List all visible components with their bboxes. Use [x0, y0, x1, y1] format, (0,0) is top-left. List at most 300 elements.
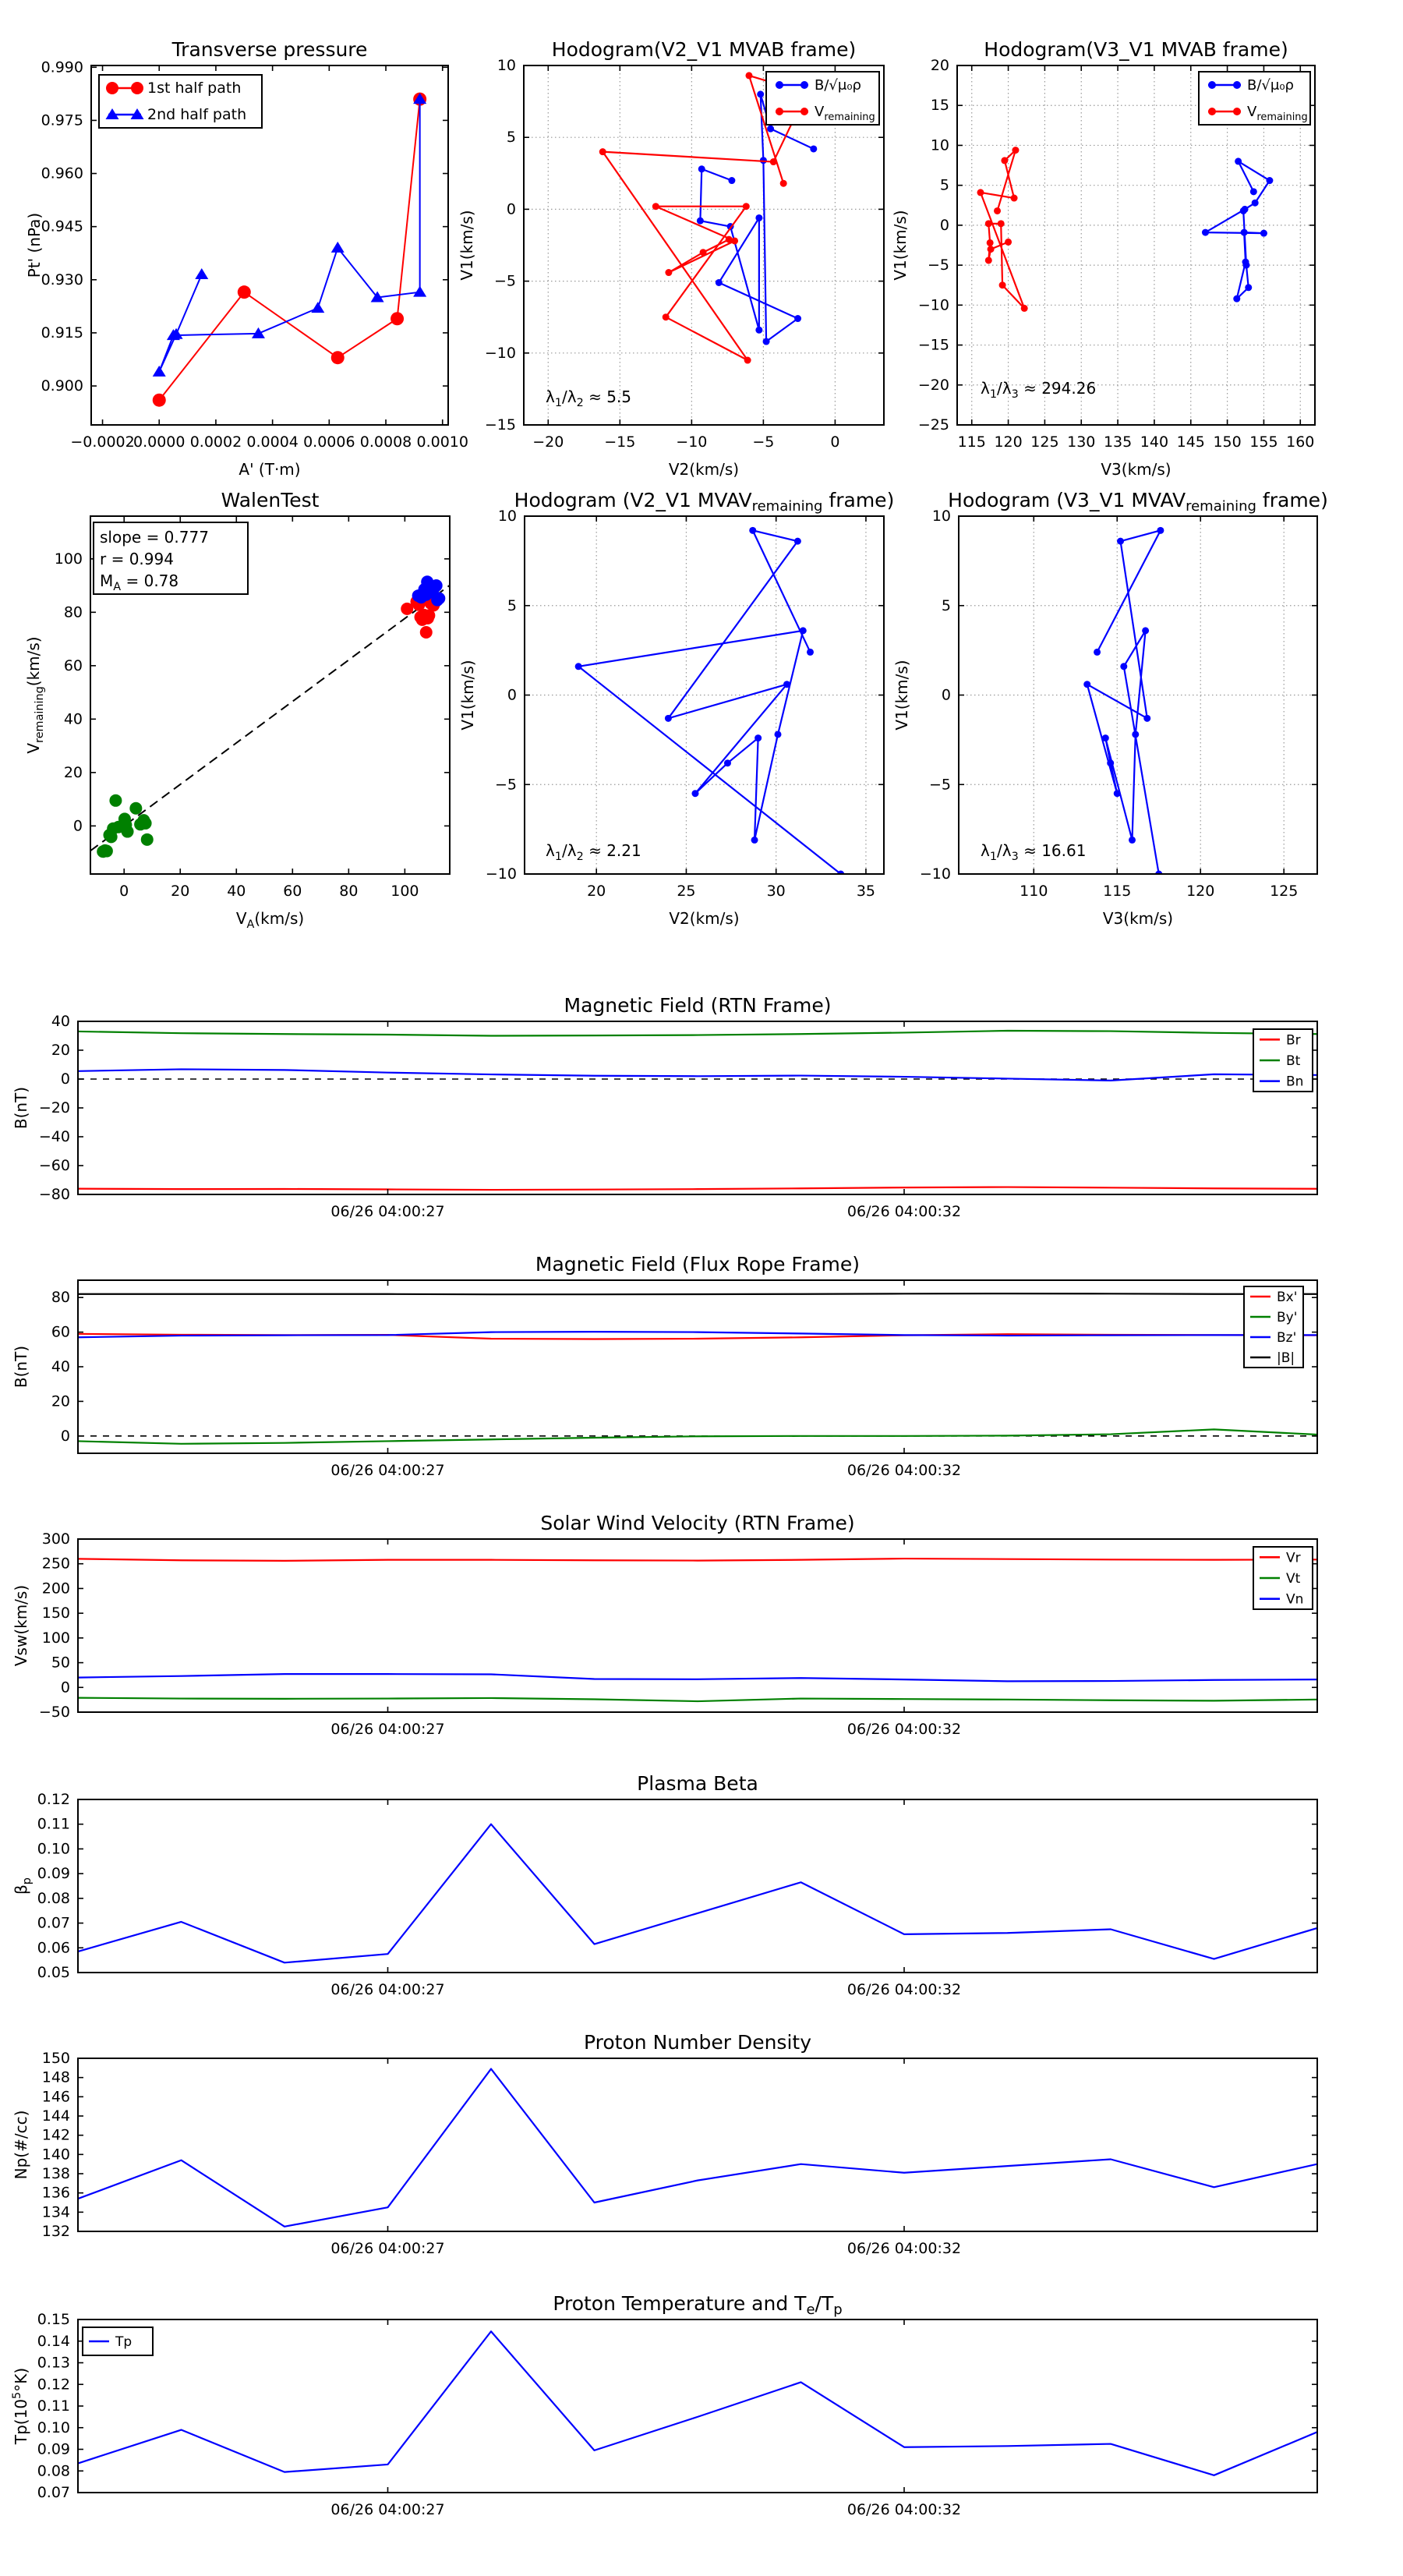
dot-marker — [770, 158, 777, 165]
y-tick-label: 20 — [930, 57, 949, 74]
dot-marker — [985, 257, 992, 264]
series-line-Br — [78, 1187, 1317, 1191]
y-tick-label: 40 — [51, 1358, 70, 1375]
y-tick-label: 0.07 — [37, 2484, 70, 2501]
x-tick-label: 0.0006 — [303, 433, 355, 451]
y-tick-label: 0.915 — [41, 324, 83, 341]
dot-marker — [665, 715, 672, 722]
dot-marker — [744, 357, 751, 364]
series-B — [697, 90, 817, 345]
x-tick-label: 06/26 04:00:27 — [330, 1981, 445, 1998]
y-tick-label: 5 — [506, 129, 516, 147]
legend-label: 1st half path — [147, 80, 242, 97]
panel-title: WalenTest — [221, 489, 320, 511]
walen-fit-line — [90, 586, 450, 851]
series-first-interval — [97, 794, 154, 858]
dot-marker — [1260, 230, 1267, 237]
axes-frame — [78, 2319, 1317, 2493]
y-tick-label: −25 — [917, 416, 949, 433]
panel-title: Solar Wind Velocity (RTN Frame) — [540, 1512, 855, 1534]
dot-marker — [1114, 790, 1121, 797]
dot-marker — [745, 72, 752, 79]
y-tick-label: 100 — [41, 1629, 70, 1647]
panel-plasma-beta — [12, 1772, 1317, 1998]
x-tick-label: 115 — [1103, 883, 1132, 900]
dot-marker — [999, 281, 1006, 288]
dot-marker — [140, 817, 152, 830]
x-tick-label: 06/26 04:00:27 — [330, 1203, 445, 1220]
legend — [83, 2327, 153, 2355]
y-axis-label: V1(km/s) — [892, 660, 911, 731]
series-Bz' — [78, 1332, 1317, 1337]
x-tick-label: 130 — [1067, 433, 1096, 451]
x-axis-label: V2(km/s) — [668, 460, 740, 479]
dot-marker — [1208, 81, 1216, 89]
dot-marker — [1094, 649, 1101, 656]
y-tick-label: 144 — [41, 2107, 70, 2125]
legend-label: Bn — [1286, 1074, 1304, 1090]
y-tick-label: −20 — [917, 376, 949, 394]
dot-marker — [755, 734, 762, 741]
x-axis-label: V2(km/s) — [669, 909, 740, 928]
y-tick-label: 136 — [41, 2184, 70, 2202]
x-tick-label: 60 — [283, 883, 302, 900]
y-tick-label: 0 — [507, 686, 517, 704]
dot-marker — [420, 626, 433, 639]
series-Bn — [78, 1069, 1317, 1080]
x-axis-label: V3(km/s) — [1102, 909, 1174, 928]
series-line-1st half path — [159, 99, 419, 400]
legend — [1199, 72, 1310, 125]
y-axis-label: $V_{remaining}(km/s)$ — [24, 636, 46, 754]
x-tick-label: 115 — [957, 433, 986, 451]
dot-marker — [698, 165, 705, 172]
panel-title: Hodogram (V2_V1 $MVAV_{remaining}$ frame) — [514, 489, 895, 515]
x-tick-label: 30 — [766, 883, 786, 900]
y-tick-label: 0.09 — [37, 2440, 70, 2458]
y-tick-label: 0.13 — [37, 2354, 70, 2372]
y-tick-label: −5 — [928, 776, 951, 794]
x-tick-label: −10 — [676, 433, 708, 451]
x-tick-label: 80 — [339, 883, 359, 900]
y-tick-label: 0.990 — [41, 58, 83, 76]
series-line-2nd half path — [159, 99, 419, 372]
series-line-Vt — [78, 1698, 1317, 1701]
dot-marker — [1143, 715, 1150, 722]
legend-label: Bz' — [1277, 1330, 1297, 1346]
dot-marker — [1142, 627, 1149, 634]
dot-marker — [1240, 207, 1247, 214]
x-tick-label: 40 — [227, 883, 246, 900]
legend-label: Br — [1286, 1032, 1301, 1049]
y-tick-label: −5 — [493, 272, 516, 290]
triangle-marker — [153, 366, 166, 377]
panel-hodogram-v2v1-mvav — [458, 489, 894, 928]
series-Vrem — [977, 147, 1027, 312]
y-tick-label: 0 — [60, 1679, 70, 1697]
x-tick-label: 06/26 04:00:32 — [846, 2240, 962, 2257]
y-axis-label: B(nT) — [12, 1086, 30, 1130]
x-tick-label: 140 — [1140, 433, 1169, 451]
y-tick-label: 134 — [41, 2203, 70, 2221]
y-tick-label: 0.12 — [37, 2376, 70, 2394]
triangle-marker — [252, 327, 265, 338]
y-axis-label: V1(km/s) — [891, 210, 910, 281]
y-tick-label: −20 — [38, 1099, 70, 1116]
x-tick-label: −15 — [604, 433, 636, 451]
series-Bt — [78, 1031, 1317, 1035]
dot-marker — [800, 108, 808, 115]
dot-marker — [1021, 305, 1028, 312]
dot-marker — [724, 759, 731, 766]
circle-marker — [153, 394, 166, 407]
legend-label: Vr — [1286, 1550, 1301, 1566]
series-B — [1083, 527, 1164, 878]
legend-label: 2nd half path — [147, 106, 247, 123]
dot-marker — [1107, 759, 1114, 766]
x-tick-label: 06/26 04:00:32 — [846, 1203, 962, 1220]
triangle-marker — [331, 242, 345, 253]
annotation: $\lambda_1/\lambda_2 \approx 5.5$ — [546, 387, 632, 409]
y-tick-label: 0.14 — [37, 2332, 70, 2350]
dot-marker — [1241, 229, 1248, 236]
y-tick-label: 0.08 — [37, 1889, 70, 1907]
y-axis-label: Np(#/cc) — [12, 2110, 30, 2180]
triangle-marker — [195, 268, 208, 279]
series-line-Bz' — [78, 1332, 1317, 1337]
legend-label: |B| — [1277, 1350, 1295, 1366]
legend — [1244, 1286, 1303, 1368]
dot-marker — [755, 327, 762, 334]
x-tick-label: 155 — [1249, 433, 1278, 451]
series-line-Tp — [78, 2331, 1317, 2475]
y-tick-label: 40 — [51, 1013, 70, 1030]
y-tick-label: 250 — [41, 1555, 70, 1573]
dot-marker — [1005, 239, 1012, 246]
y-tick-label: 10 — [931, 508, 951, 525]
dot-marker — [800, 627, 807, 634]
axes-frame — [78, 1539, 1317, 1712]
series-line-B — [578, 530, 841, 874]
legend — [1253, 1029, 1313, 1092]
dot-marker — [728, 177, 735, 184]
x-tick-label: 0.0008 — [359, 433, 412, 451]
x-tick-label: 06/26 04:00:32 — [846, 1721, 962, 1738]
y-tick-label: 0.07 — [37, 1914, 70, 1932]
dot-marker — [109, 794, 122, 807]
legend — [766, 72, 879, 125]
x-axis-label: A' (T·m) — [239, 460, 301, 479]
series-line-|B| — [78, 1293, 1317, 1294]
stats-line: slope = 0.777 — [100, 528, 209, 547]
series-Br — [78, 1187, 1317, 1191]
series-Tp — [78, 2331, 1317, 2475]
y-tick-label: 80 — [51, 1289, 70, 1307]
y-tick-label: 50 — [51, 1654, 70, 1672]
dot-marker — [691, 790, 698, 797]
dot-marker — [141, 833, 154, 846]
dot-marker — [743, 203, 750, 210]
y-tick-label: 132 — [41, 2223, 70, 2240]
y-tick-label: 15 — [930, 97, 949, 115]
panel-title: Magnetic Field (RTN Frame) — [564, 994, 832, 1017]
y-tick-label: 10 — [497, 508, 517, 525]
x-axis-label: V3(km/s) — [1101, 460, 1172, 479]
legend-label: Bx' — [1277, 1290, 1298, 1305]
dot-marker — [794, 538, 801, 545]
legend — [1253, 1547, 1313, 1609]
y-tick-label: −80 — [38, 1186, 70, 1203]
circle-marker — [106, 82, 118, 94]
y-tick-label: 300 — [41, 1530, 70, 1548]
x-axis-label: $V_A(km/s)$ — [235, 909, 305, 931]
y-tick-label: 150 — [41, 2050, 70, 2067]
circle-marker — [331, 351, 345, 364]
y-axis-label: V1(km/s) — [458, 210, 476, 281]
series-line-beta — [78, 1824, 1317, 1963]
dot-marker — [433, 593, 445, 605]
dot-marker — [700, 249, 707, 256]
x-tick-label: 06/26 04:00:27 — [330, 1462, 445, 1479]
y-tick-label: −10 — [917, 296, 949, 314]
y-axis-label: Vsw(km/s) — [12, 1584, 30, 1667]
dot-marker — [663, 313, 670, 320]
x-tick-label: 145 — [1176, 433, 1205, 451]
y-tick-label: −10 — [484, 344, 516, 362]
dot-marker — [1202, 229, 1209, 236]
y-tick-label: 0.05 — [37, 1964, 70, 1981]
y-tick-label: 0.11 — [37, 2397, 70, 2415]
panel-title: Proton Temperature and $T_e/T_p$ — [553, 2292, 843, 2318]
dot-marker — [1012, 147, 1019, 154]
dot-marker — [1235, 157, 1242, 165]
dot-marker — [1245, 284, 1252, 291]
legend-label: Tp — [115, 2334, 133, 2350]
panel-title: Magnetic Field (Flux Rope Frame) — [535, 1253, 861, 1276]
x-tick-label: 20 — [587, 883, 606, 900]
y-axis-label: $Tp(10^5^\circ K)$ — [11, 2367, 30, 2445]
series-line-Bn — [78, 1069, 1317, 1080]
legend-label: Vn — [1286, 1591, 1304, 1608]
x-tick-label: −20 — [532, 433, 564, 451]
y-tick-label: 20 — [51, 1042, 70, 1059]
y-tick-label: 40 — [63, 710, 83, 728]
dot-marker — [1252, 200, 1259, 207]
series-line-B — [1087, 530, 1161, 874]
x-tick-label: 160 — [1286, 433, 1315, 451]
dot-marker — [763, 338, 770, 345]
panel-solar-wind-velocity — [12, 1512, 1317, 1738]
legend-label: By' — [1277, 1310, 1298, 1325]
y-tick-label: 0.06 — [37, 1939, 70, 1957]
y-tick-label: 0.975 — [41, 111, 83, 129]
y-tick-label: 140 — [41, 2146, 70, 2164]
x-tick-label: 150 — [1213, 433, 1242, 451]
triangle-marker — [311, 302, 324, 313]
panel-proton-number-density — [12, 2031, 1317, 2257]
y-tick-label: −5 — [927, 257, 949, 274]
dot-marker — [998, 220, 1005, 227]
axes-frame — [78, 1021, 1317, 1194]
y-tick-label: 0.930 — [41, 271, 83, 288]
series-2nd half path — [153, 93, 426, 377]
panel-title: Hodogram(V3_V1 MVAB frame) — [984, 38, 1288, 61]
panel-hodogram-v3v1-mvab — [891, 38, 1315, 479]
y-tick-label: −10 — [485, 865, 517, 883]
y-axis-label: $\beta_p$ — [12, 1877, 34, 1895]
annotation: $\lambda_1/\lambda_2 \approx 2.21$ — [546, 841, 641, 863]
x-tick-label: 135 — [1103, 433, 1133, 451]
x-tick-label: 20 — [171, 883, 190, 900]
series-|B| — [78, 1293, 1317, 1294]
dot-marker — [122, 826, 134, 838]
legend-label: B/√μ₀ρ — [1247, 77, 1294, 94]
y-tick-label: 0 — [60, 1070, 70, 1088]
y-tick-label: 100 — [54, 550, 83, 568]
y-tick-label: −5 — [494, 776, 517, 794]
dot-marker — [1129, 837, 1136, 844]
dot-marker — [755, 214, 762, 221]
dot-marker — [1120, 663, 1127, 670]
dot-marker — [1233, 81, 1241, 89]
x-tick-label: 06/26 04:00:27 — [330, 2501, 445, 2518]
panel-magnetic-field-rtn — [12, 994, 1317, 1220]
panel-title: Hodogram(V2_V1 MVAB frame) — [551, 38, 857, 61]
x-tick-label: 06/26 04:00:32 — [846, 2501, 962, 2518]
x-tick-label: −0.0002 — [70, 433, 135, 451]
y-tick-label: 142 — [41, 2126, 70, 2144]
dot-marker — [129, 802, 142, 815]
circle-marker — [131, 82, 143, 94]
series-line-Vr — [78, 1559, 1317, 1561]
annotation: $\lambda_1/\lambda_3 \approx 294.26$ — [981, 379, 1097, 401]
circle-marker — [238, 285, 251, 299]
y-tick-label: 0.12 — [37, 1791, 70, 1808]
panel-transverse-pressure — [25, 38, 468, 479]
x-tick-label: 0.0002 — [189, 433, 242, 451]
dot-marker — [430, 579, 443, 592]
panel-title: Plasma Beta — [637, 1772, 758, 1795]
dot-marker — [749, 527, 756, 534]
y-tick-label: 146 — [41, 2088, 70, 2106]
x-tick-label: 0 — [830, 433, 840, 451]
legend-label: $V_{remaining}$ — [1247, 104, 1308, 123]
dot-marker — [767, 126, 774, 133]
dot-marker — [1102, 734, 1109, 741]
y-tick-label: −10 — [919, 865, 951, 883]
panel-walen-test — [24, 489, 450, 931]
x-tick-label: 06/26 04:00:32 — [846, 1981, 962, 1998]
series-Vt — [78, 1698, 1317, 1701]
series-1st half path — [153, 93, 426, 407]
panel-hodogram-v2v1-mvab — [458, 38, 884, 479]
dot-marker — [800, 81, 808, 89]
y-tick-label: 80 — [63, 603, 83, 621]
stats-line: $M_A = 0.78$ — [100, 571, 179, 593]
y-tick-label: 20 — [51, 1392, 70, 1410]
y-tick-label: −40 — [38, 1128, 70, 1145]
axes-frame — [78, 1280, 1317, 1453]
y-tick-label: 0.08 — [37, 2462, 70, 2480]
dot-marker — [575, 663, 582, 670]
y-axis-label: B(nT) — [12, 1345, 30, 1389]
dot-marker — [1132, 731, 1139, 738]
dot-marker — [1233, 295, 1240, 303]
y-tick-label: −15 — [484, 416, 516, 433]
dot-marker — [988, 246, 995, 253]
dot-marker — [1083, 681, 1090, 688]
y-tick-label: 5 — [507, 596, 517, 614]
panel-title: Proton Number Density — [584, 2031, 811, 2054]
circle-marker — [391, 312, 404, 325]
axes-frame — [78, 1799, 1317, 1973]
y-axis-label: V1(km/s) — [458, 660, 477, 731]
y-tick-label: 0 — [941, 686, 951, 704]
dot-marker — [1011, 195, 1018, 202]
series-B — [575, 527, 845, 878]
y-tick-label: 0 — [506, 200, 516, 218]
y-tick-label: 0.960 — [41, 165, 83, 182]
x-tick-label: 125 — [1270, 883, 1299, 900]
y-tick-label: 148 — [41, 2068, 70, 2086]
dot-marker — [716, 279, 723, 286]
y-tick-label: −60 — [38, 1157, 70, 1174]
dot-marker — [977, 189, 984, 196]
y-tick-label: 0.900 — [41, 377, 83, 395]
dot-marker — [1208, 108, 1216, 115]
dot-marker — [1157, 527, 1164, 534]
x-tick-label: 0 — [119, 883, 129, 900]
panel-title: Hodogram (V3_V1 $MVAV_{remaining}$ frame) — [948, 489, 1328, 515]
series-Vr — [78, 1559, 1317, 1561]
legend-label: Vt — [1286, 1571, 1301, 1587]
dot-marker — [810, 145, 817, 152]
dot-marker — [757, 90, 764, 97]
x-tick-label: 0.0000 — [133, 433, 186, 451]
panel-proton-temperature — [11, 2292, 1317, 2518]
y-tick-label: 60 — [51, 1323, 70, 1341]
annotation: $\lambda_1/\lambda_3 \approx 16.61$ — [981, 841, 1087, 863]
stats-line: r = 0.994 — [100, 550, 174, 568]
panel-magnetic-field-flux-rope — [12, 1253, 1317, 1479]
y-tick-label: 0 — [72, 817, 83, 835]
dot-marker — [783, 681, 790, 688]
y-tick-label: 0.11 — [37, 1815, 70, 1833]
x-tick-label: 06/26 04:00:27 — [330, 1721, 445, 1738]
legend — [99, 75, 262, 128]
dot-marker — [776, 108, 783, 115]
dot-marker — [751, 837, 758, 844]
series-line-Bt — [78, 1031, 1317, 1035]
dot-marker — [1001, 157, 1008, 164]
dot-marker — [994, 207, 1001, 214]
dot-marker — [1250, 188, 1257, 195]
x-tick-label: 120 — [1186, 883, 1215, 900]
series-Vn — [78, 1674, 1317, 1681]
y-tick-label: 0.945 — [41, 218, 83, 235]
triangle-marker — [413, 286, 426, 297]
y-tick-label: 138 — [41, 2165, 70, 2182]
dot-marker — [775, 731, 782, 738]
dot-marker — [1266, 177, 1273, 184]
dot-marker — [599, 148, 606, 155]
dot-marker — [726, 236, 733, 243]
y-tick-label: 20 — [63, 763, 83, 781]
y-tick-label: 0.15 — [37, 2311, 70, 2328]
y-tick-label: 5 — [941, 596, 951, 614]
series-line-B — [1205, 161, 1269, 299]
dot-marker — [1233, 108, 1241, 115]
